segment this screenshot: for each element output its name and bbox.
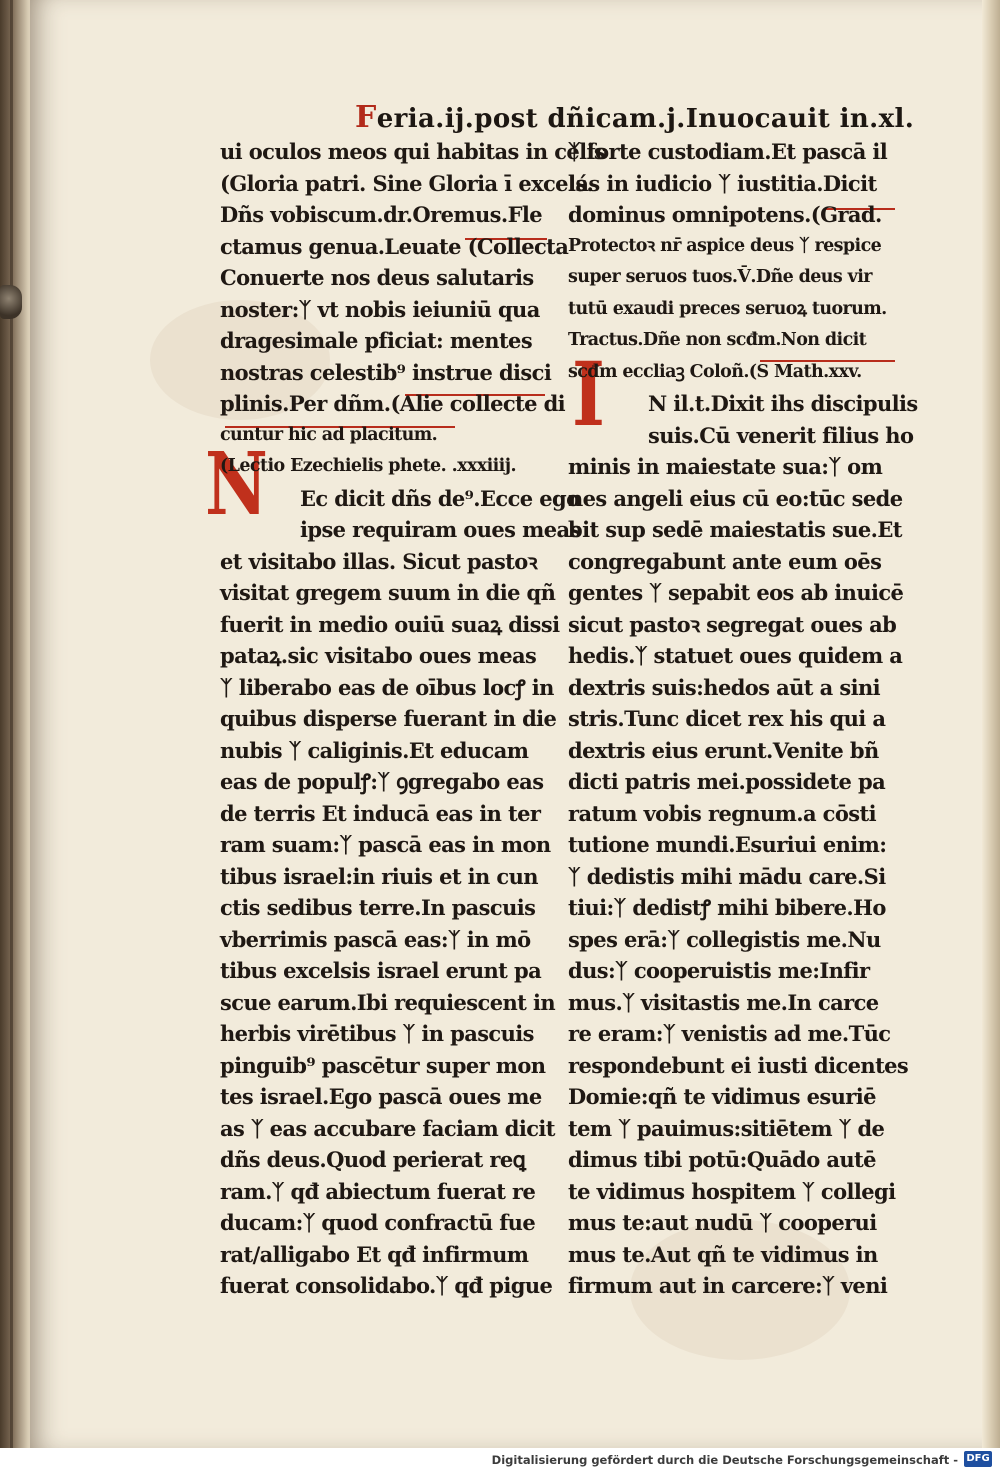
text-line: cuntur hic ad placitum. — [220, 424, 438, 445]
text-line: mus te.Aut qñ te vidimus in — [568, 1241, 878, 1267]
text-line: te vidimus hospitem ᛉ collegi — [568, 1178, 896, 1204]
text-column-right — [568, 136, 918, 1302]
decorated-initial-left: N — [205, 434, 268, 535]
text-line: ᛉ forte custodiam.Et pascā il — [568, 139, 888, 164]
text-line: nostras celestib⁹ instrue disci — [220, 359, 552, 385]
text-line: congregabunt ante eum oēs — [568, 548, 882, 574]
text-line: re eram:ᛉ venistis ad me.Tūc — [568, 1021, 891, 1046]
text-line: ctamus genua.Leuate (Collecta — [220, 233, 569, 259]
text-line: ᛉ liberabo eas de oībus locꝭ in — [220, 674, 554, 700]
text-line: N il.t.Dixit ihs discipulis — [648, 391, 918, 416]
running-head — [355, 100, 915, 140]
text-line: plinis.Per dñm.(Alie collecte di — [220, 391, 566, 416]
running-head-rubric: F — [355, 100, 377, 135]
decorated-initial-right: I — [572, 342, 605, 446]
text-line: dñs deus.Quod perierat reꝗ — [220, 1147, 526, 1172]
text-line: tem ᛉ pauimus:sitiētem ᛉ de — [568, 1115, 885, 1141]
text-line: nubis ᛉ caliginis.Et educam — [220, 737, 529, 763]
page-fore-edge — [982, 0, 1000, 1448]
text-line: fuerit in medio ouiū suaꝝ dissi — [220, 611, 560, 637]
text-line: sicut pastoꝛ segregat oues ab — [568, 611, 897, 637]
text-line: suis.Cū venerit filius ho — [648, 422, 914, 448]
text-line: tibus israel:in riuis et in cun — [220, 863, 538, 889]
text-line: respondebunt ei iusti dicentes — [568, 1052, 909, 1078]
text-line: (Gloria patri. Sine Gloria ī excelś. — [220, 170, 594, 196]
text-line: dimus tibi potū:Quādo autē — [568, 1147, 876, 1172]
funding-credit: Digitalisierung gefördert durch die Deutsche Forschungsgemeinschaft - — [491, 1453, 958, 1467]
text-line: herbis virētibus ᛉ in pascuis — [220, 1021, 534, 1046]
text-line: ram.ᛉ qđ abiectum fuerat re — [220, 1178, 536, 1204]
text-line: rat/alligabo Et qđ infirmum — [220, 1241, 529, 1267]
text-line: (Lectio Ezechielis phete. .xxxiiij. — [220, 456, 516, 476]
text-line: minis in maiestate sua:ᛉ om — [568, 454, 883, 479]
text-line: tibus excelsis israel erunt pa — [220, 958, 542, 983]
running-head-text: eria.ij.post dñicam.j.Inuocauit in.xl. — [376, 104, 915, 134]
text-line: tes israel.Ego pascā oues me — [220, 1084, 542, 1109]
text-line: firmum aut in carcere:ᛉ veni — [568, 1273, 888, 1298]
text-line: dextris eius erunt.Venite bñ — [568, 737, 879, 763]
text-line: scue earum.Ibi requiescent in — [220, 989, 555, 1015]
clasp-icon — [0, 285, 22, 319]
binding-ridge — [10, 0, 13, 1448]
text-line: de terris Et inducā eas in ter — [220, 800, 541, 826]
text-line: ratum vobis regnum.a cōsti — [568, 800, 876, 826]
text-line: noster:ᛉ vt nobis ieiuniū qua — [220, 296, 540, 322]
text-line: dicti patris mei.possidete pa — [568, 769, 886, 794]
text-line: super seruos tuos.V̄.Dñe deus vir — [568, 267, 872, 287]
text-line: hedis.ᛉ statuet oues quidem a — [568, 643, 903, 668]
text-line: dominus omnipotens.(Grad. — [568, 202, 882, 227]
text-line: spes erā:ᛉ collegistis me.Nu — [568, 926, 881, 952]
text-line: quibus disperse fuerant in die — [220, 706, 557, 731]
text-line: ui oculos meos qui habitas in celis — [220, 139, 606, 164]
text-line: stris.Tunc dicet rex his qui a — [568, 706, 886, 731]
dfg-logo: DFG — [964, 1451, 992, 1467]
text-line: tiui:ᛉ dedistꝭ mihi bibere.Ho — [568, 895, 886, 920]
text-line: tutū exaudi preces seruoꝝ tuorum. — [568, 298, 887, 319]
text-line: scđm eccliaꝫ Coloñ.(S Math.xxv. — [568, 361, 862, 382]
text-line: pataꝝ.sic visitabo oues meas — [220, 643, 537, 668]
footer-bar — [0, 1448, 1000, 1471]
text-line: Conuerte nos deus salutaris — [220, 265, 534, 290]
text-line: fuerat consolidabo.ᛉ qđ pigue — [220, 1273, 553, 1298]
text-line: eas de populꝭ:ᛉ ꝯgregabo eas — [220, 769, 544, 794]
text-column-left — [220, 136, 606, 1302]
text-line: mus te:aut nudū ᛉ cooperui — [568, 1210, 877, 1235]
text-line: dextris suis:hedos aūt a sini — [568, 674, 880, 700]
text-line: gentes ᛉ sepabit eos ab inuicē — [568, 580, 904, 605]
text-line: as ᛉ eas accubare faciam dicit — [220, 1115, 555, 1141]
text-line: dragesimale pficiat: mentes — [220, 328, 533, 353]
text-line: Domie:qñ te vidimus esuriē — [568, 1084, 876, 1109]
text-line: las in iudicio ᛉ iustitia.Dicit — [568, 170, 877, 196]
text-line: tutione mundi.Esuriui enim: — [568, 832, 887, 857]
text-line: ipse requiram oues meas — [300, 517, 581, 542]
text-line: ducam:ᛉ quod confractū fue — [220, 1210, 536, 1235]
text-line: vberrimis pascā eas:ᛉ in mō — [220, 926, 531, 952]
text-line: Tractus.Dñe non scđm.Non dicit — [568, 330, 867, 350]
text-line: ctis sedibus terre.In pascuis — [220, 895, 536, 920]
text-line: et visitabo illas. Sicut pastoꝛ — [220, 548, 538, 574]
text-line: ᛉ dedistis mihi mādu care.Si — [568, 863, 886, 889]
text-line: mus.ᛉ visitastis me.In carce — [568, 989, 879, 1015]
text-line: Dñs vobiscum.dr.Oremus.Fle — [220, 202, 543, 227]
text-line: pinguib⁹ pascētur super mon — [220, 1052, 546, 1078]
text-line: Protectoꝛ nr̄ aspice deus ᛉ respice — [568, 235, 882, 256]
text-line: dus:ᛉ cooperuistis me:Infir — [568, 958, 870, 983]
text-line: ram suam:ᛉ pascā eas in mon — [220, 832, 551, 857]
text-line: bit sup sedē maiestatis sue.Et — [568, 517, 902, 542]
text-line: nes angeli eius cū eo:tūc sede — [568, 485, 903, 511]
text-line: Ec dicit dñs de⁹.Ecce ego — [300, 485, 580, 511]
text-line: visitat gregem suum in die qñ — [220, 580, 556, 605]
